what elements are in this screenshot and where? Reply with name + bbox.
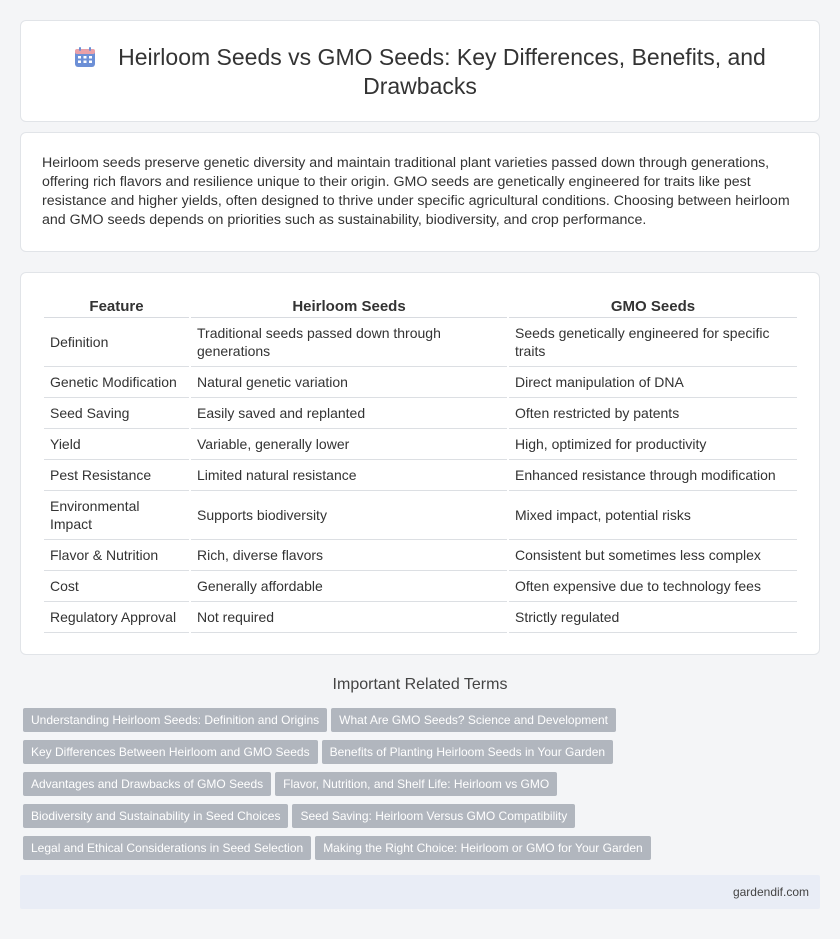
table-header-row — [44, 295, 797, 318]
feature-cell: Seed Saving — [44, 398, 189, 429]
table-row — [44, 367, 797, 398]
comparison-table — [42, 295, 799, 633]
calendar-icon — [74, 46, 96, 68]
heirloom-cell: Limited natural resistance — [191, 460, 507, 491]
comparison-card — [20, 272, 820, 655]
tag-row — [23, 804, 803, 836]
feature-cell: Pest Resistance — [44, 460, 189, 491]
feature-cell: Environmental Impact — [44, 491, 189, 540]
related-term-link[interactable]: Flavor, Nutrition, and Shelf Life: Heirloom vs GMO — [275, 772, 557, 796]
feature-cell: Cost — [44, 571, 189, 602]
header-card — [20, 20, 820, 122]
gmo-cell: Often restricted by patents — [509, 398, 797, 429]
related-term-link[interactable]: What Are GMO Seeds? Science and Development — [331, 708, 616, 732]
page-title-wrap — [61, 43, 779, 101]
gmo-cell: Direct manipulation of DNA — [509, 367, 797, 398]
table-row — [44, 429, 797, 460]
related-terms-heading: Important Related Terms — [332, 676, 508, 693]
footer — [20, 875, 820, 909]
related-terms-list — [23, 708, 803, 868]
intro-paragraph: Heirloom seeds preserve genetic diversity and maintain traditional plant varieties passed down through generations, offering rich flavors and resilience unique to their origin. GMO seeds are genetically engineered for traits like pest resistance and higher yields, often designed to thrive under specific agricultural conditions. Choosing between heirloom and GMO seeds depends on priorities such as sustainability, biodiversity, and crop performance. — [42, 155, 790, 228]
related-term-link[interactable]: Legal and Ethical Considerations in Seed Selection — [23, 836, 311, 860]
heirloom-cell: Rich, diverse flavors — [191, 540, 507, 571]
header-feature: Feature — [44, 295, 189, 318]
table-row — [44, 460, 797, 491]
related-term-link[interactable]: Understanding Heirloom Seeds: Definition and Origins — [23, 708, 327, 732]
tag-row — [23, 836, 803, 868]
table-row — [44, 571, 797, 602]
tag-row — [23, 740, 803, 772]
related-term-link[interactable]: Biodiversity and Sustainability in Seed Choices — [23, 804, 288, 828]
site-credit[interactable]: gardendif.com — [732, 885, 809, 899]
feature-cell: Flavor & Nutrition — [44, 540, 189, 571]
gmo-cell: Seeds genetically engineered for specific traits — [509, 318, 797, 367]
related-term-link[interactable]: Key Differences Between Heirloom and GMO Seeds — [23, 740, 318, 764]
tag-row — [23, 772, 803, 804]
feature-cell: Regulatory Approval — [44, 602, 189, 633]
gmo-cell: Enhanced resistance through modification — [509, 460, 797, 491]
feature-cell: Definition — [44, 318, 189, 367]
heirloom-cell: Variable, generally lower — [191, 429, 507, 460]
table-row — [44, 491, 797, 540]
related-term-link[interactable]: Advantages and Drawbacks of GMO Seeds — [23, 772, 271, 796]
gmo-cell: High, optimized for productivity — [509, 429, 797, 460]
feature-cell: Yield — [44, 429, 189, 460]
table-row — [44, 540, 797, 571]
page-title: Heirloom Seeds vs GMO Seeds: Key Differences, Benefits, and Drawbacks — [118, 44, 766, 99]
heirloom-cell: Generally affordable — [191, 571, 507, 602]
header-gmo: GMO Seeds — [509, 295, 797, 318]
heirloom-cell: Not required — [191, 602, 507, 633]
table-row — [44, 398, 797, 429]
header-heirloom: Heirloom Seeds — [191, 295, 507, 318]
heirloom-cell: Easily saved and replanted — [191, 398, 507, 429]
intro-card — [20, 132, 820, 252]
gmo-cell: Consistent but sometimes less complex — [509, 540, 797, 571]
related-term-link[interactable]: Making the Right Choice: Heirloom or GMO for Your Garden — [315, 836, 650, 860]
heirloom-cell: Traditional seeds passed down through generations — [191, 318, 507, 367]
related-term-link[interactable]: Benefits of Planting Heirloom Seeds in Your Garden — [322, 740, 614, 764]
tag-row — [23, 708, 803, 740]
feature-cell: Genetic Modification — [44, 367, 189, 398]
gmo-cell: Mixed impact, potential risks — [509, 491, 797, 540]
heirloom-cell: Natural genetic variation — [191, 367, 507, 398]
related-term-link[interactable]: Seed Saving: Heirloom Versus GMO Compatibility — [292, 804, 575, 828]
heirloom-cell: Supports biodiversity — [191, 491, 507, 540]
table-row — [44, 602, 797, 633]
table-row — [44, 318, 797, 367]
gmo-cell: Strictly regulated — [509, 602, 797, 633]
gmo-cell: Often expensive due to technology fees — [509, 571, 797, 602]
